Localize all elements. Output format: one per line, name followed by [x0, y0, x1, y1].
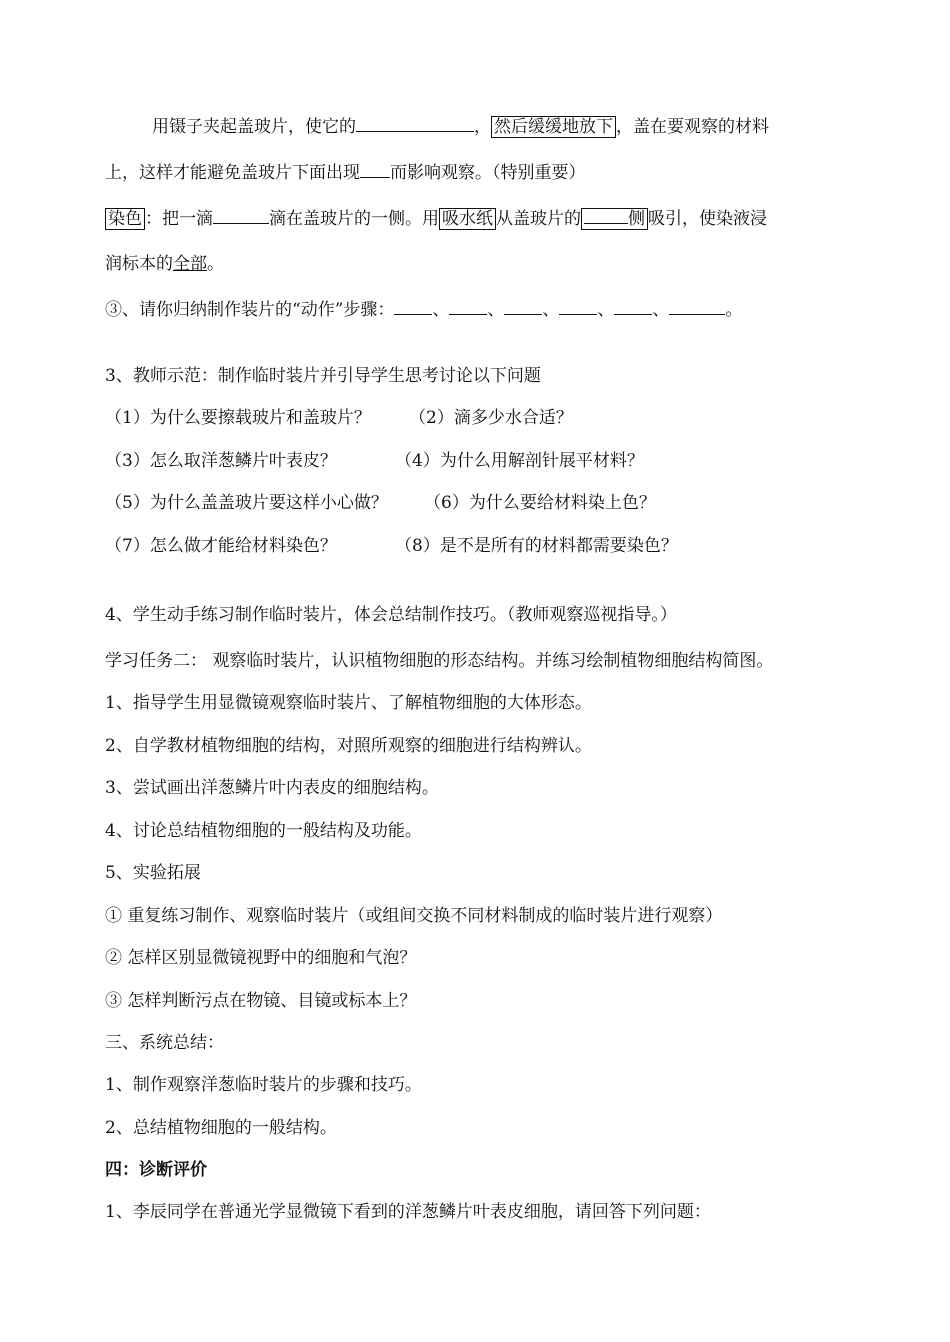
fill-blank [559, 296, 597, 315]
text-segment: ③、请你归纳制作装片的“动作”步骤： [105, 300, 395, 320]
text-segment: 润标本的 [105, 254, 173, 274]
list-item: ② 怎样区别显微镜视野中的细胞和气泡？ [105, 948, 417, 968]
text-segment: ，盖在要观察的材料 [616, 117, 769, 137]
paragraph-staining-cont [105, 252, 224, 276]
question-item: （2）滴多少水合适？ [409, 408, 573, 428]
task-two-heading: 学习任务二： 观察临时装片，认识植物细胞的形态结构。并练习绘制植物细胞结构简图。 [105, 651, 774, 671]
list-item: 4、讨论总结植物细胞的一般结构及功能。 [105, 821, 422, 841]
question-item: （1）为什么要擦载玻片和盖玻片？ [105, 408, 371, 428]
question-item: （3）怎么取洋葱鳞片叶表皮？ [105, 451, 337, 471]
question-item: （5）为什么盖盖玻片要这样小心做？ [105, 493, 388, 513]
list-item: 5、实验拓展 [105, 863, 201, 883]
text-segment: ：把一滴 [145, 209, 213, 229]
fill-blank [449, 296, 487, 315]
text-segment: ， [474, 117, 491, 137]
fill-blank [356, 113, 474, 132]
fill-blank [504, 296, 542, 315]
section-summary: 三、系统总结： [105, 1033, 224, 1053]
text-segment: 滴在盖玻片的一侧。用 [269, 209, 439, 229]
question-row [105, 449, 644, 473]
question-row [105, 534, 678, 558]
paragraph-coverslip-cont [105, 159, 586, 185]
separator: 、 [652, 300, 670, 320]
question-row [105, 406, 573, 430]
text-segment: 上，这样才能避免盖玻片下面出现 [105, 163, 360, 183]
list-item: ③ 怎样判断污点在物镜、目镜或标本上？ [105, 991, 417, 1011]
question-item: （8）是不是所有的材料都需要染色？ [395, 536, 678, 556]
text-segment: 。 [207, 254, 224, 274]
separator: 、 [487, 300, 505, 320]
boxed-blank [581, 208, 648, 230]
list-item: 1、制作观察洋葱临时装片的步骤和技巧。 [105, 1075, 422, 1095]
separator: 、 [597, 300, 615, 320]
list-item: 2、总结植物细胞的一般结构。 [105, 1118, 337, 1138]
boxed-term: 然后缓缓地放下 [491, 116, 616, 138]
text-segment: 而影响观察。（特别重要） [390, 163, 586, 183]
question-item: （7）怎么做才能给材料染色？ [105, 536, 337, 556]
paragraph-staining [105, 205, 767, 231]
text-segment: 侧 [628, 209, 645, 229]
section-assessment: 四：诊断评价 [105, 1160, 207, 1180]
text-segment: 从盖玻片的 [496, 209, 581, 229]
boxed-term: 吸水纸 [439, 208, 496, 230]
list-item: 1、李辰同学在普通光学显微镜下看到的洋葱鳞片叶表皮细胞，请回答下列问题： [105, 1202, 711, 1222]
paragraph-coverslip [152, 113, 769, 139]
fill-blank [669, 296, 725, 315]
list-item: 3、尝试画出洋葱鳞片叶内表皮的细胞结构。 [105, 778, 439, 798]
fill-blank [584, 205, 628, 224]
fill-blank [360, 159, 390, 178]
question-row [105, 491, 656, 515]
underlined-term: 全部 [173, 254, 207, 274]
text-segment: 吸引，使染液浸 [648, 209, 767, 229]
separator: 、 [432, 300, 450, 320]
section-student-practice: 4、学生动手练习制作临时装片，体会总结制作技巧。（教师观察巡视指导。） [105, 605, 677, 625]
question-item: （4）为什么用解剖针展平材料？ [395, 451, 644, 471]
list-item: ① 重复练习制作、观察临时装片（或组间交换不同材料制成的临时装片进行观察） [105, 906, 723, 926]
section-teacher-demo: 3、教师示范：制作临时装片并引导学生思考讨论以下问题 [105, 366, 541, 386]
paragraph-steps [105, 296, 742, 322]
fill-blank [394, 296, 432, 315]
text-segment: 。 [725, 300, 743, 320]
fill-blank [614, 296, 652, 315]
list-item: 1、指导学生用显微镜观察临时装片、了解植物细胞的大体形态。 [105, 693, 592, 713]
separator: 、 [542, 300, 560, 320]
fill-blank [213, 205, 269, 224]
question-item: （6）为什么要给材料染上色？ [424, 493, 656, 513]
list-item: 2、自学教材植物细胞的结构，对照所观察的细胞进行结构辨认。 [105, 736, 592, 756]
text-segment: 用镊子夹起盖玻片，使它的 [152, 117, 356, 137]
boxed-term: 染色 [105, 208, 145, 230]
